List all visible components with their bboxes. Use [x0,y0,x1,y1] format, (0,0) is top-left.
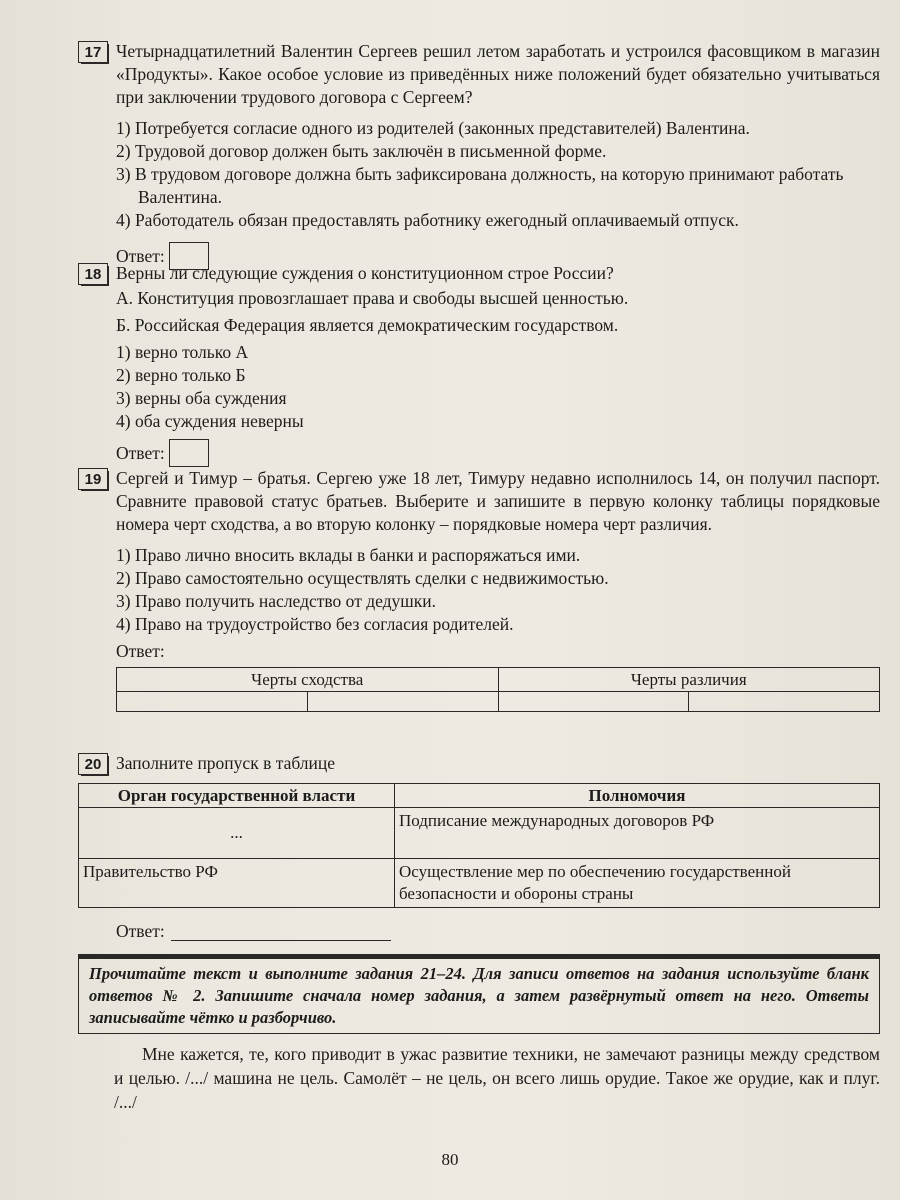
question-number: 19 [78,468,108,490]
statement-a: А. Конституция провозглашает права и свободы высшей ценностью. [116,288,629,308]
question-18 [78,262,880,467]
statement-b: Б. Российская Федерация является демократическим государством. [116,315,619,335]
answer-row [116,920,880,943]
missing-organ-cell[interactable]: ... [79,808,395,859]
question-number: 17 [78,41,108,63]
option-2: 2) верно только Б [116,365,246,385]
option-1: 1) Потребуется согласие одного из родителей (законных представителей) Валентина. [116,118,750,138]
question-number: 18 [78,263,108,285]
answer-label: Ответ: [116,641,165,661]
option-3: 3) Право получить наследство от дедушки. [116,591,437,611]
question-20 [78,752,880,943]
answer-label: Ответ: [116,921,165,941]
power-cell: Осуществление мер по обеспечению государственной безопасности и обороны страны [395,859,880,908]
option-2: 2) Трудовой договор должен быть заключён в письменной форме. [116,141,607,161]
answer-label: Ответ: [116,245,165,266]
header-powers: Полномочия [395,784,880,808]
answer-row [116,439,880,467]
statements-list [116,287,880,337]
option-2: 2) Право самостоятельно осуществлять сделки с недвижимостью. [116,568,609,588]
answer-cell[interactable] [307,692,498,712]
reading-passage: Мне кажется, те, кого приводит в ужас развитие техники, не замечают разницы между средством и целью. /.../ машина не цель. Самолёт – не цель, он всего лишь орудие. Такое же орудие, как и плуг. /.../ [114,1044,880,1112]
question-17 [78,40,880,270]
answer-box[interactable] [169,439,209,467]
question-number: 20 [78,753,108,775]
answer-cell[interactable] [689,692,880,712]
question-19 [78,467,880,712]
fill-table [78,783,880,908]
answer-line[interactable] [171,922,391,941]
header-similarities: Черты сходства [117,668,499,692]
option-1: 1) Право лично вносить вклады в банки и распоряжаться ими. [116,545,581,565]
option-1: 1) верно только А [116,342,249,362]
question-text: Верны ли следующие суждения о конституционном строе России? [116,263,614,283]
answer-cell[interactable] [498,692,689,712]
instructions-box: Прочитайте текст и выполните задания 21–24. Для записи ответов на задания используйте бланк ответов № 2. Запишите сначала номер задания, а затем развёрнутый ответ на него. Ответы записывайте чётко и разборчиво. [78,958,880,1034]
option-3: 3) В трудовом договоре должна быть зафиксирована должность, на которую принимают работать Валентина. [116,164,844,207]
answer-cell[interactable] [117,692,308,712]
options-list [116,117,880,232]
option-4: 4) оба суждения неверны [116,411,304,431]
option-4: 4) Право на трудоустройство без согласия родителей. [116,614,514,634]
question-text: Заполните пропуск в таблице [116,753,336,773]
answer-label: Ответ: [116,442,165,463]
option-3: 3) верны оба суждения [116,388,287,408]
question-text: Четырнадцатилетний Валентин Сергеев решил летом заработать и устроился фасовщиком в магазин «Продукты». Какое особое условие из приведённых ниже положений будет обязательно учитываться при заключении трудового договора с Сергеем? [116,41,880,107]
question-text: Сергей и Тимур – братья. Сергею уже 18 лет, Тимуру недавно исполнилось 14, он получил паспорт. Сравните правовой статус братьев. Выберите и запишите в первую колонку таблицы порядковые номера черт сходства, а во вторую колонку – порядковые номера черт различия. [116,468,880,534]
answer-label-row [116,640,880,663]
option-4: 4) Работодатель обязан предоставлять работнику ежегодный оплачиваемый отпуск. [116,210,739,230]
options-list [116,341,880,433]
organ-cell: Правительство РФ [79,859,395,908]
power-cell: Подписание международных договоров РФ [395,808,880,859]
answer-table [116,667,880,712]
header-organ: Орган государственной власти [79,784,395,808]
options-list [116,544,880,636]
page-number: 80 [441,1150,459,1169]
header-differences: Черты различия [498,668,880,692]
